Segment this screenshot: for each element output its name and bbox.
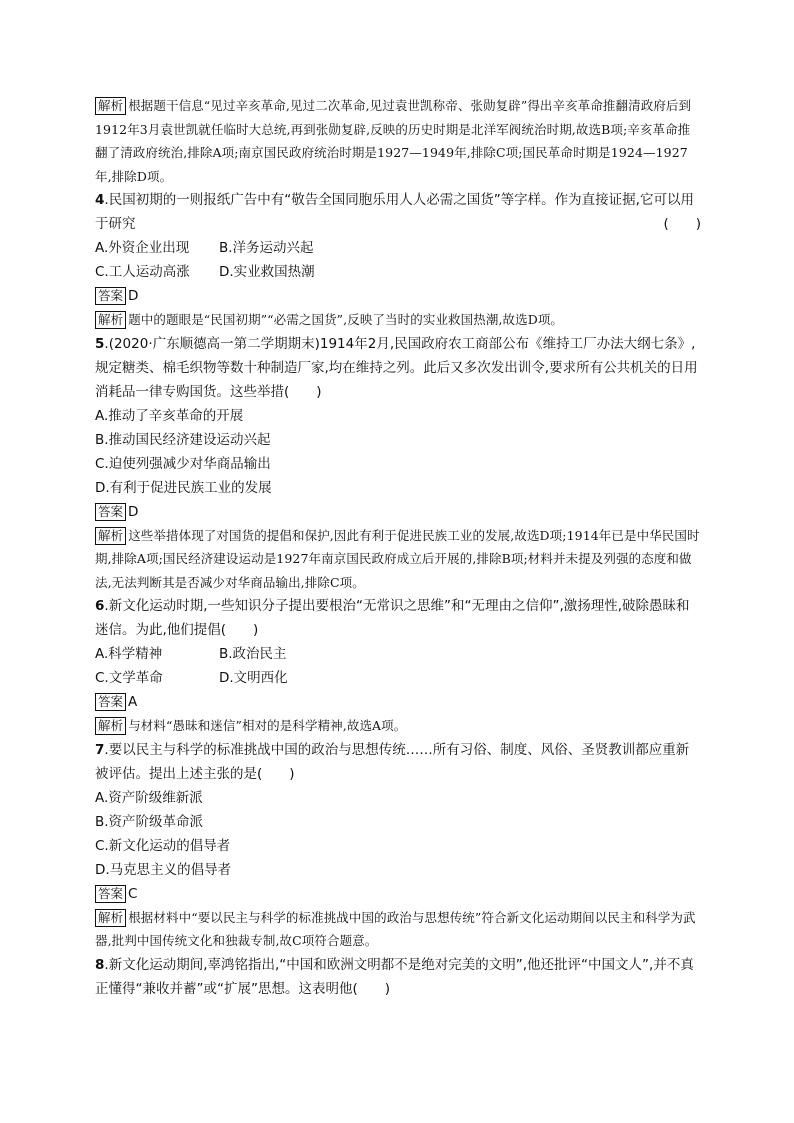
- answer-label: 答案: [95, 693, 126, 711]
- q6-options-row-2: [95, 666, 701, 690]
- q5-option-a: A.推动了辛亥革命的开展: [95, 407, 244, 424]
- q8-stem: [95, 953, 701, 1001]
- q6-option-b: B.政治民主: [219, 646, 287, 662]
- analysis-label: 解析: [95, 909, 126, 927]
- q5-analysis-text: 这些举措体现了对国货的提倡和保护,因此有利于促进民族工业的发展,故选D项;1914年已是中华民国时期,排除A项;国民经济建设运动是1927年南京国民政府成立后开展的,排除B项;材料并未提及列强的态度和做法,无法判断其是否减少对华商品输出,排除C项。: [95, 527, 700, 590]
- q7-analysis-text: 根据材料中“要以民主与科学的标准挑战中国的政治与思想传统”符合新文化运动期间以民主和科学为武器,批判中国传统文化和独裁专制,故C项符合题意。: [95, 909, 696, 948]
- q4-options-row-2: [95, 260, 701, 284]
- q7-stem: [95, 738, 701, 786]
- q5-option-c: C.迫使列强减少对华商品输出: [95, 455, 271, 472]
- q4-stem: [95, 188, 701, 236]
- q6-option-c: C.文学革命: [95, 670, 163, 686]
- q3-analysis-text: 根据题干信息“见过辛亥革命,见过二次革命,见过袁世凯称帝、张勋复辟”得出辛亥革命推翻清政府后到1912年3月袁世凯就任临时大总统,再到张勋复辟,反映的历史时期是北洋军阀统治时期,故选B项;辛亥革命推翻了清政府统治,排除A项;南京国民政府统治时期是1927—1949年,排除C项;国民革命时期是1924—1927年,排除D项。: [95, 98, 692, 184]
- q4-analysis-text: 题中的题眼是“民国初期”“必需之国货”,反映了当时的实业救国热潮,故选D项。: [128, 312, 564, 327]
- answer-label: 答案: [95, 885, 126, 903]
- q7-option-a: A.资产阶级维新派: [95, 789, 203, 806]
- q6-analysis: [95, 714, 701, 738]
- analysis-label: 解析: [95, 97, 126, 115]
- q6-option-d: D.文明西化: [219, 670, 288, 686]
- q7-analysis: [95, 906, 701, 953]
- q6-analysis-text: 与材料“愚昧和迷信”相对的是科学精神,故选A项。: [128, 718, 407, 733]
- q4-option-c: C.工人运动高涨: [95, 264, 190, 280]
- q4-option-b: B.洋务运动兴起: [219, 240, 314, 256]
- q4-option-d: D.实业救国热潮: [219, 264, 315, 280]
- worksheet-page: [95, 94, 701, 1001]
- q7-number: 7: [95, 741, 105, 758]
- q7-option-d: D.马克思主义的倡导者: [95, 861, 232, 878]
- q3-analysis: [95, 94, 701, 188]
- q4-number: 4: [95, 192, 105, 208]
- q4-options-row-1: [95, 236, 701, 260]
- q6-number: 6: [95, 598, 105, 614]
- q7-stem-text: .要以民主与科学的标准挑战中国的政治与思想传统……所有习俗、制度、风俗、圣贤教训都应重新被评估。提出上述主张的是( ): [95, 741, 690, 782]
- analysis-label: 解析: [95, 527, 126, 545]
- q4-answer-blank: ( ): [663, 216, 701, 232]
- analysis-label: 解析: [95, 717, 126, 735]
- q4-answer: [95, 284, 701, 308]
- q6-answer: [95, 690, 701, 714]
- q5-stem: [95, 332, 701, 404]
- q7-option-c: C.新文化运动的倡导者: [95, 837, 231, 854]
- q4-answer-value: D: [128, 288, 139, 304]
- q7-option-b: B.资产阶级革命派: [95, 813, 204, 830]
- q5-number: 5: [95, 335, 105, 352]
- q5-answer-value: D: [128, 503, 139, 520]
- q4-option-a: A.外资企业出现: [95, 240, 190, 256]
- q5-analysis: [95, 524, 701, 595]
- q5-option-d: D.有利于促进民族工业的发展: [95, 479, 272, 496]
- q6-option-a: A.科学精神: [95, 646, 163, 662]
- q5-option-b: B.推动国民经济建设运动兴起: [95, 431, 271, 448]
- analysis-label: 解析: [95, 311, 126, 329]
- q7-answer-value: C: [128, 885, 138, 902]
- q6-answer-value: A: [128, 694, 138, 710]
- q6-options-row-1: [95, 642, 701, 666]
- q5-answer: [95, 500, 701, 524]
- q7-answer: [95, 882, 701, 906]
- q6-stem: [95, 594, 701, 642]
- answer-label: 答案: [95, 287, 126, 305]
- q6-stem-text: .新文化运动时期,一些知识分子提出要根治“无常识之思维”和“无理由之信仰”,激扬理性,破除愚昧和迷信。为此,他们提倡( ): [95, 598, 690, 638]
- q5-stem-text: .(2020·广东顺德高一第二学期期末)1914年2月,民国政府农工商部公布《维持工厂办法大纲七条》,规定糖类、棉毛织物等数十种制造厂家,均在维持之列。此后又多次发出训令,要求所有公共机关的日用消耗品一律专购国货。这些举措( ): [95, 335, 698, 400]
- q4-analysis: [95, 308, 701, 332]
- q8-number: 8: [95, 956, 105, 973]
- answer-label: 答案: [95, 503, 126, 521]
- q8-stem-text: .新文化运动期间,辜鸿铭指出,“中国和欧洲文明都不是绝对完美的文明”,他还批评“中国文人”,并不真正懂得“兼收并蓄”或“扩展”思想。这表明他( ): [95, 956, 694, 997]
- q4-stem-text: .民国初期的一则报纸广告中有“敬告全国同胞乐用人人必需之国货”等字样。作为直接证据,它可以用于研究: [95, 192, 694, 232]
